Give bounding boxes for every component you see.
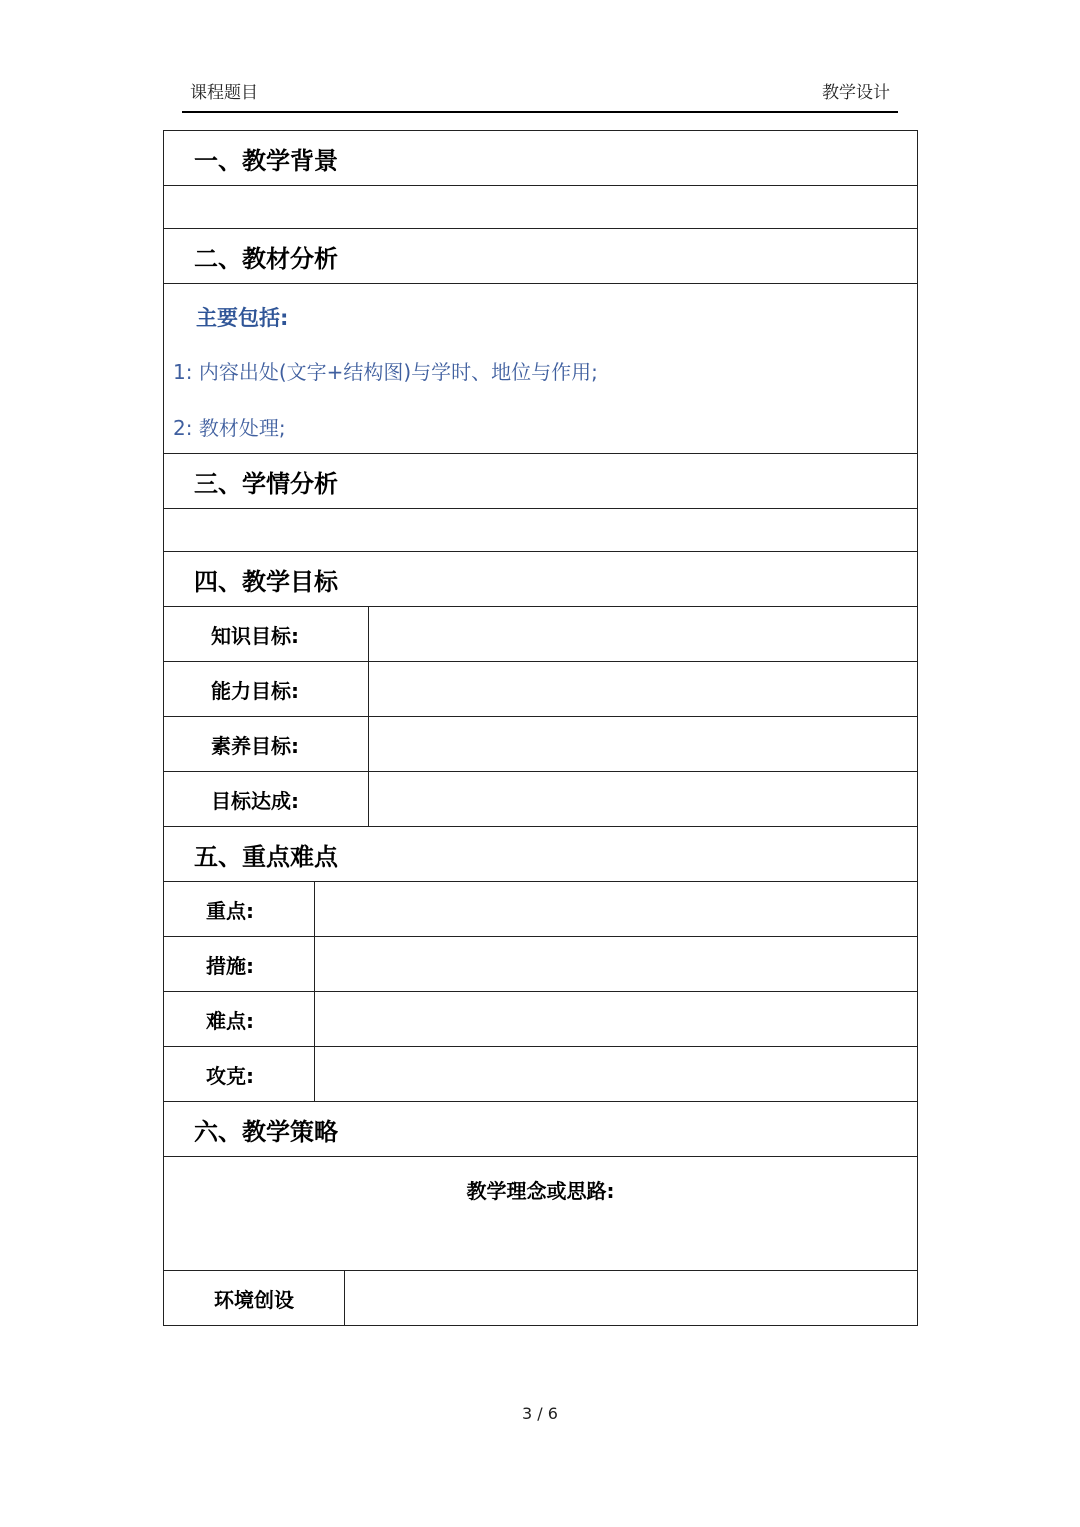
section-material-header [164,229,918,284]
keypoint-value-cell[interactable] [315,1047,918,1102]
goal-value-cell[interactable] [369,717,918,772]
keypoint-label: 措施: [164,937,315,992]
section-title: 五、重点难点 [164,827,918,882]
section-material-body [164,284,918,454]
goal-row [164,662,918,717]
keypoint-row [164,882,918,937]
material-content-cell[interactable] [164,284,918,454]
section-goals-header [164,552,918,607]
material-item: 2: 教材处理; [173,416,286,440]
lesson-plan-table [163,130,918,1326]
section-title: 一、教学背景 [164,131,918,186]
students-content-cell[interactable] [164,509,918,552]
header-course-title: 课程题目 [190,83,258,103]
strategy-idea-label: 教学理念或思路: [466,1179,615,1203]
goal-value-cell[interactable] [369,772,918,827]
goal-row [164,717,918,772]
section-background-body [164,186,918,229]
material-intro: 主要包括: [196,306,289,330]
keypoint-label: 重点: [164,882,315,937]
page-number: 3 / 6 [522,1404,558,1423]
section-strategy-header [164,1102,918,1157]
environment-value-cell[interactable] [345,1271,918,1326]
strategy-idea-row [164,1157,918,1271]
goal-label: 能力目标: [164,662,369,717]
section-students-body [164,509,918,552]
environment-row [164,1271,918,1326]
section-title: 四、教学目标 [164,552,918,607]
section-title: 六、教学策略 [164,1102,918,1157]
section-students-header [164,454,918,509]
material-item: 1: 内容出处(文字+结构图)与学时、地位与作用; [173,360,598,384]
page-header [182,70,898,113]
keypoint-row [164,1047,918,1102]
keypoint-label: 难点: [164,992,315,1047]
section-keypoints-header [164,827,918,882]
goal-row [164,772,918,827]
section-background-header [164,131,918,186]
goal-label: 知识目标: [164,607,369,662]
goal-label: 目标达成: [164,772,369,827]
section-title: 三、学情分析 [164,454,918,509]
environment-label: 环境创设 [164,1271,345,1326]
goal-value-cell[interactable] [369,607,918,662]
goal-row [164,607,918,662]
goal-value-cell[interactable] [369,662,918,717]
keypoint-row [164,937,918,992]
goal-label: 素养目标: [164,717,369,772]
keypoint-value-cell[interactable] [315,992,918,1047]
keypoint-value-cell[interactable] [315,937,918,992]
section-title: 二、教材分析 [164,229,918,284]
keypoint-label: 攻克: [164,1047,315,1102]
background-content-cell[interactable] [164,186,918,229]
strategy-idea-cell[interactable] [164,1157,918,1271]
keypoint-value-cell[interactable] [315,882,918,937]
header-doc-type: 教学设计 [822,83,890,103]
keypoint-row [164,992,918,1047]
